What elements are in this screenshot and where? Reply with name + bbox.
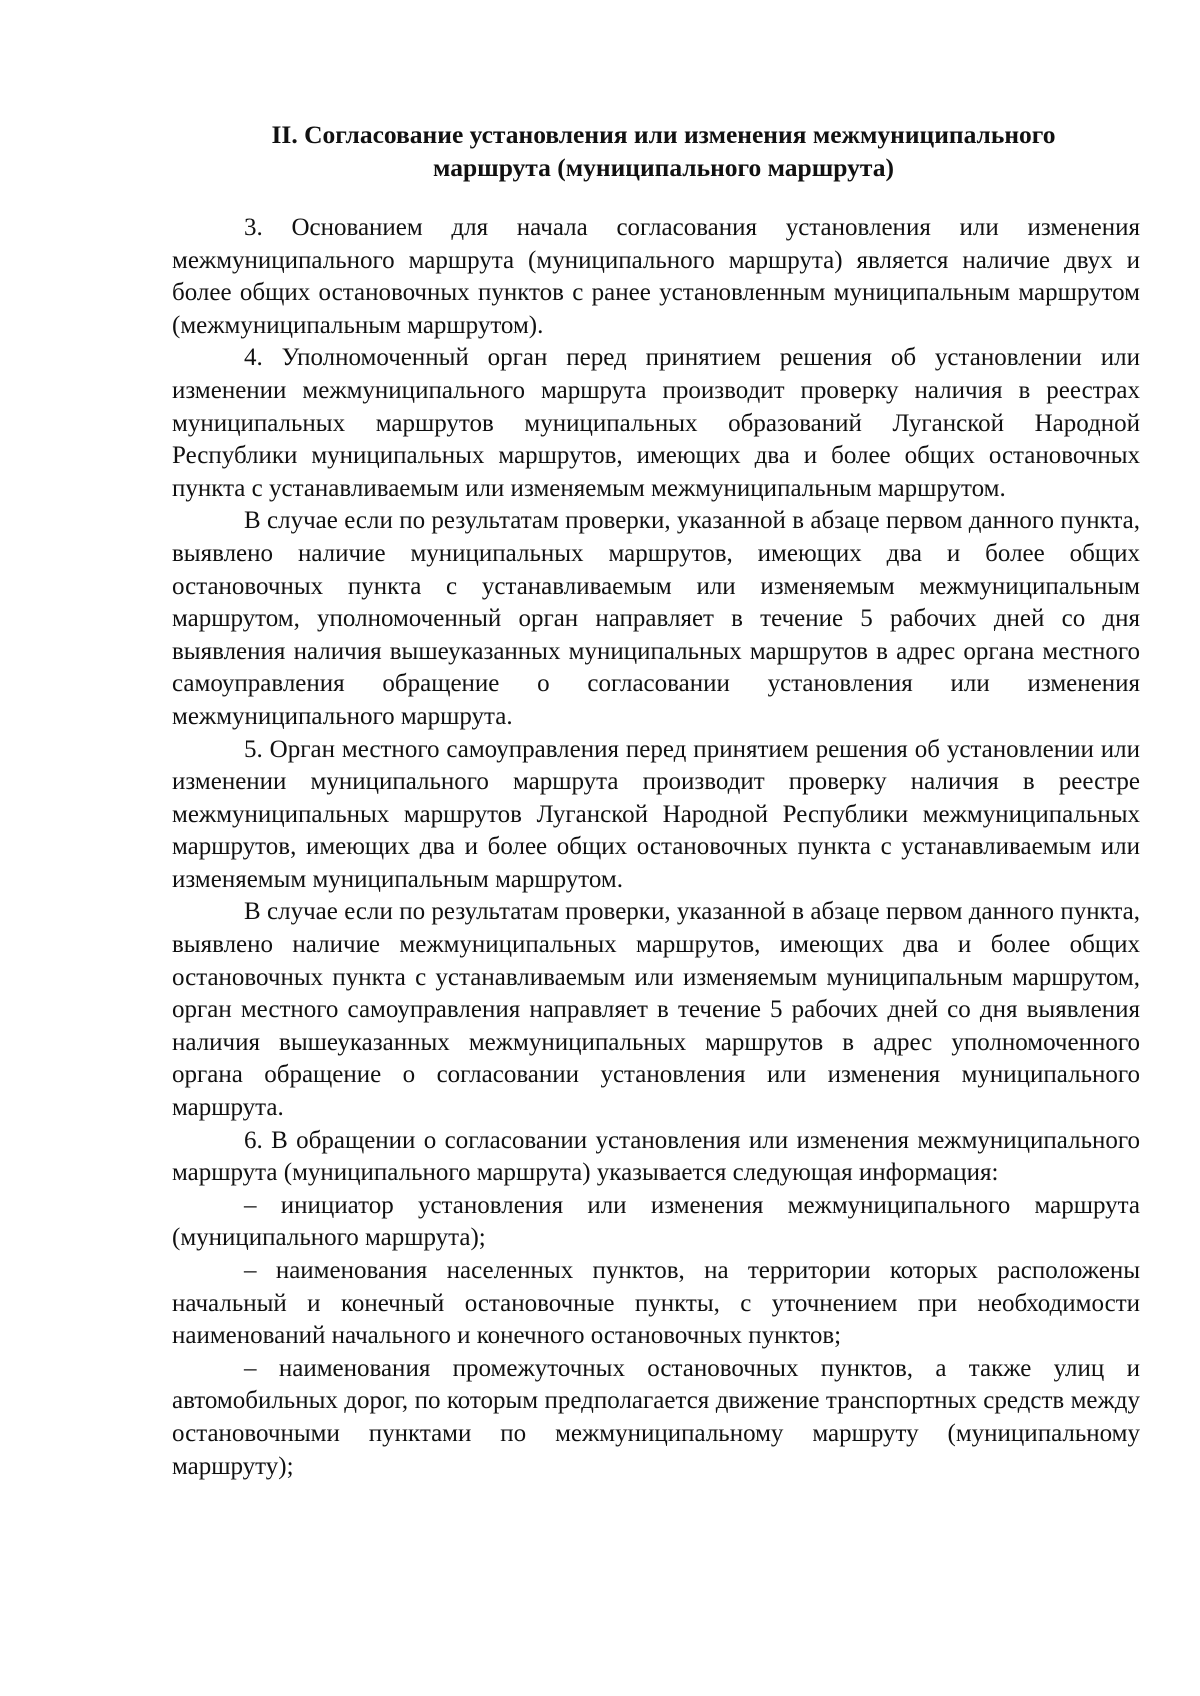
paragraph-4: 4. Уполномоченный орган перед принятием решения об установлении или изменении межмуниципального маршрута производит проверку наличия в реестрах муниципальных маршрутов муниципальных образований Луганской Народной Республики муниципальных маршрутов, имеющих два и более общих остановочных пункта с устанавливаемым или изменяемым межмуниципальным маршрутом.	[172, 344, 1140, 502]
paragraph-4-second-part: В случае если по результатам проверки, указанной в абзаце первом данного пункта, выявлено наличие муниципальных маршрутов, имеющих два и более общих остановочных пункта с устанавливаемым или изменяемым межмуниципальным маршрутом, уполномоченный орган направляет в течение 5 рабочих дней со дня выявления наличия вышеуказанных муниципальных маршрутов в адрес органа местного самоуправления обращение о согласовании установления или изменения межмуниципального маршрута.	[172, 507, 1140, 730]
paragraph-5: 5. Орган местного самоуправления перед принятием решения об установлении или изменении муниципального маршрута производит проверку наличия в реестре межмуниципальных маршрутов Луганской Народной Республики межмуниципальных маршрутов, имеющих два и более общих остановочных пункта с устанавливаемым или изменяемым муниципальным маршрутом.	[172, 735, 1140, 893]
list-item-intermediate-stops: – наименования промежуточных остановочных пунктов, а также улиц и автомобильных дорог, по которым предполагается движение транспортных средств между остановочными пунктами по межмуниципальному маршруту (муниципальному маршруту);	[172, 1354, 1140, 1480]
list-item-initiator: – инициатор установления или изменения межмуниципального маршрута (муниципального маршрута);	[172, 1191, 1140, 1252]
paragraph-5-second-part: В случае если по результатам проверки, указанной в абзаце первом данного пункта, выявлено наличие межмуниципальных маршрутов, имеющих два и более общих остановочных пункта с устанавливаемым или изменяемым муниципальным маршрутом, орган местного самоуправления направляет в течение 5 рабочих дней со дня выявления наличия вышеуказанных межмуниципальных маршрутов в адрес уполномоченного органа обращение о согласовании установления или изменения муниципального маршрута.	[172, 898, 1140, 1122]
section-heading	[172, 118, 1155, 184]
section-heading-line-1: II. Согласование установления или изменения межмуниципального	[271, 120, 1056, 149]
paragraph-6: 6. В обращении о согласовании установления или изменения межмуниципального маршрута (муниципального маршрута) указывается следующая информация:	[172, 1126, 1140, 1187]
list-item-settlement-names: – наименования населенных пунктов, на территории которых расположены начальный и конечный остановочные пункты, с уточнением при необходимости наименований начального и конечного остановочных пунктов;	[172, 1257, 1140, 1350]
section-heading-line-2: маршрута (муниципального маршрута)	[433, 153, 894, 182]
paragraph-3: 3. Основанием для начала согласования установления или изменения межмуниципального маршрута (муниципального маршрута) является наличие двух и более общих остановочных пунктов с ранее установленным муниципальным маршрутом (межмуниципальным маршрутом).	[172, 214, 1140, 339]
document-body	[172, 212, 1140, 1483]
